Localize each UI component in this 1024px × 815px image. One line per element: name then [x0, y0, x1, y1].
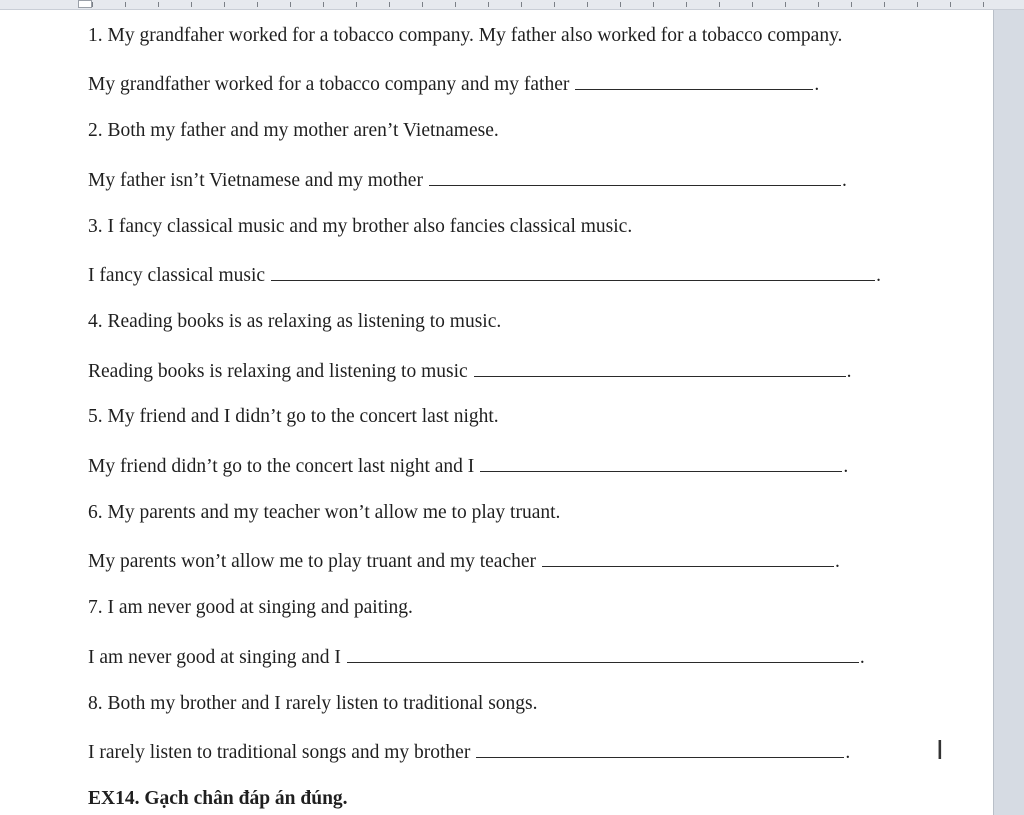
exercise-8-prompt: [88, 692, 538, 716]
exercise-4-prompt: [88, 310, 501, 334]
answer-blank[interactable]: [542, 548, 834, 567]
answer-start-text: My parents won’t allow me to play truant and my teacher: [88, 551, 537, 572]
ruler-ticks: [92, 2, 992, 7]
indent-marker-icon[interactable]: [78, 0, 92, 8]
answer-start-text: My friend didn’t go to the concert last night and I: [88, 456, 475, 477]
answer-start-text: I rarely listen to traditional songs and my brother: [88, 742, 471, 763]
sentence-period: .: [835, 551, 840, 572]
exercise-5-answer: [88, 453, 848, 479]
answer-blank[interactable]: [476, 739, 844, 758]
answer-blank[interactable]: [347, 644, 859, 663]
text-cursor-icon: I: [936, 736, 944, 766]
answer-blank[interactable]: [480, 453, 842, 472]
sentence-period: .: [846, 361, 852, 382]
answer-blank[interactable]: [271, 262, 875, 281]
answer-blank[interactable]: [575, 71, 813, 90]
prompt-text: 6. My parents and my teacher won’t allow me to play truant.: [88, 502, 561, 523]
prompt-text: 5. My friend and I didn’t go to the concert last night.: [88, 406, 499, 427]
exercise-7-answer: [88, 644, 865, 670]
exercise-1-prompt: [88, 24, 842, 48]
exercise-3-answer: [88, 262, 881, 288]
sentence-period: .: [841, 170, 847, 191]
prompt-text: 3. I fancy classical music and my brother also fancies classical music.: [88, 216, 633, 237]
prompt-text: 4. Reading books is as relaxing as listening to music.: [88, 311, 502, 332]
document-page[interactable]: [0, 10, 993, 815]
answer-start-text: I fancy classical music: [88, 265, 266, 286]
exercise-1-answer: [88, 71, 819, 97]
answer-blank[interactable]: [429, 167, 841, 186]
section-heading: [88, 787, 348, 811]
answer-blank[interactable]: [474, 358, 846, 377]
page-gutter: [993, 10, 1024, 815]
exercise-8-answer: [88, 739, 850, 765]
exercise-2-answer: [88, 167, 847, 193]
prompt-text: 2. Both my father and my mother aren’t Vietnamese.: [88, 120, 499, 141]
sentence-period: .: [814, 74, 820, 95]
sentence-period: .: [843, 456, 849, 477]
prompt-text: 7. I am never good at singing and paiting.: [88, 597, 413, 618]
answer-start-text: I am never good at singing and I: [88, 647, 341, 668]
answer-start-text: My grandfather worked for a tobacco company and my father: [88, 74, 570, 95]
sentence-period: .: [845, 742, 851, 763]
exercise-2-prompt: [88, 119, 499, 143]
answer-start-text: Reading books is relaxing and listening to music: [88, 361, 468, 382]
exercise-4-answer: [88, 358, 852, 384]
exercise-7-prompt: [88, 596, 413, 620]
prompt-text: 8. Both my brother and I rarely listen to traditional songs.: [88, 693, 538, 714]
section-heading-text: EX14. Gạch chân đáp án đúng.: [88, 788, 348, 809]
exercise-3-prompt: [88, 215, 632, 239]
sentence-period: .: [876, 265, 881, 286]
horizontal-ruler[interactable]: [0, 0, 1024, 10]
answer-start-text: My father isn’t Vietnamese and my mother: [88, 170, 423, 191]
prompt-text: 1. My grandfaher worked for a tobacco company. My father also worked for a tobacco company.: [88, 25, 843, 46]
exercise-6-prompt: [88, 501, 560, 525]
exercise-6-answer: [88, 548, 840, 574]
sentence-period: .: [859, 647, 865, 668]
exercise-5-prompt: [88, 405, 499, 429]
